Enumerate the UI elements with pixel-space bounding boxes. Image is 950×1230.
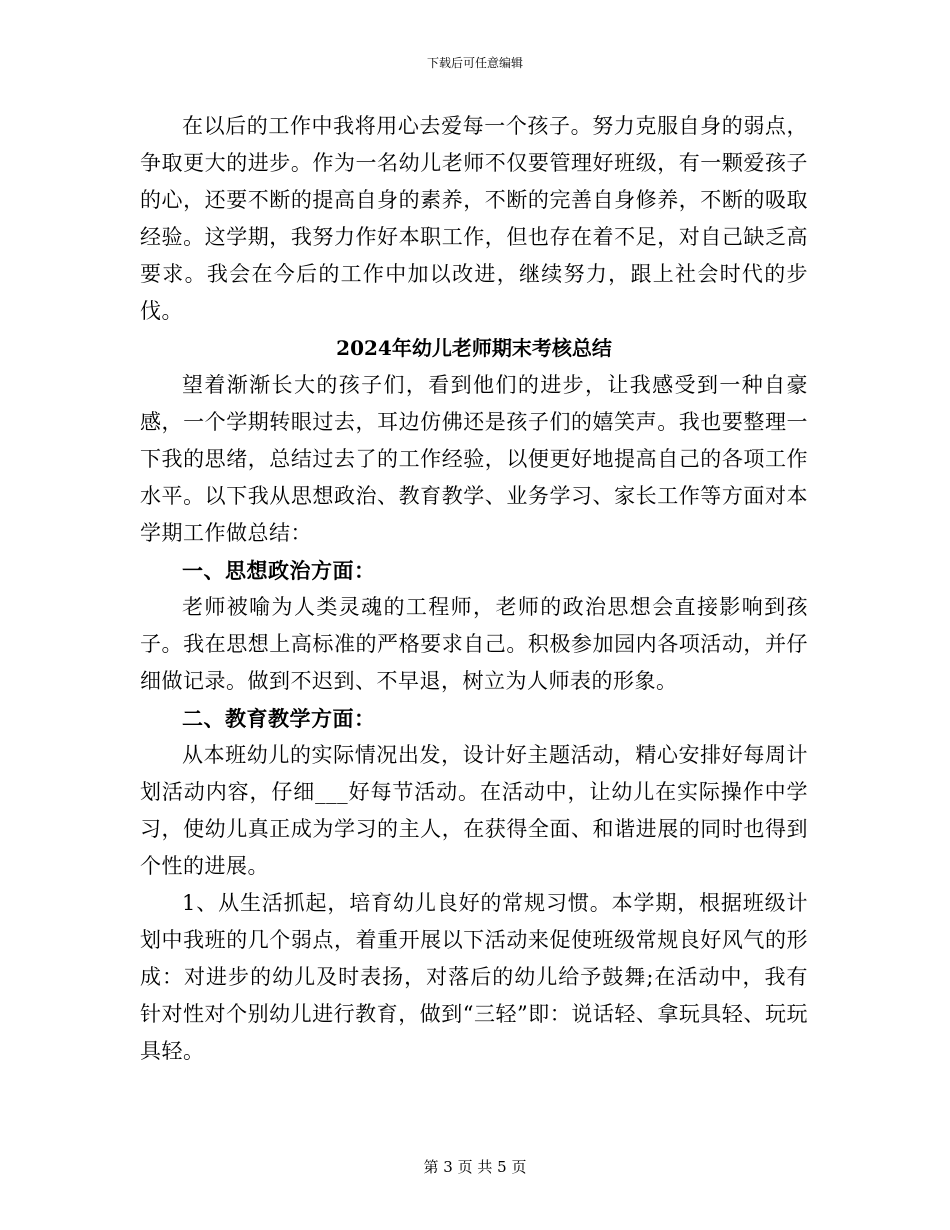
paragraph-politics: 老师被喻为人类灵魂的工程师，老师的政治思想会直接影响到孩子。我在思想上高标准的严格要求自己。积极参加园内各项活动，并仔细做记录。做到不迟到、不早退，树立为人师表的形象。 <box>140 595 808 693</box>
document-body <box>140 108 808 1070</box>
paragraph-habits: 1、从生活抓起，培育幼儿良好的常规习惯。本学期，根据班级计划中我班的几个弱点，着重开展以下活动来促使班级常规良好风气的形成：对进步的幼儿及时表扬，对落后的幼儿给予鼓舞;在活动中，我有针对性对个别幼儿进行教育，做到“三轻”即：说话轻、拿玩具轻、玩玩具轻。 <box>140 891 808 1063</box>
section-heading-politics: 一、思想政治方面： <box>182 558 376 583</box>
page-number: 第 3 页 共 5 页 <box>423 1158 527 1176</box>
header-note: 下载后可任意编辑 <box>426 56 523 70</box>
paragraph-teaching: 从本班幼儿的实际情况出发，设计好主题活动，精心安排好每周计划活动内容，仔细___好每节活动。在活动中，让幼儿在实际操作中学习，使幼儿真正成为学习的主人，在获得全面、和谐进展的同时也得到个性的进展。 <box>140 743 808 878</box>
document-title: 2024年幼儿老师期末考核总结 <box>336 336 612 360</box>
paragraph-closing: 在以后的工作中我将用心去爱每一个孩子。努力克服自身的弱点，争取更大的进步。作为一名幼儿老师不仅要管理好班级，有一颗爱孩子的心，还要不断的提高自身的素养，不断的完善自身修养，不断的吸取经验。这学期，我努力作好本职工作，但也存在着不足，对自己缺乏高要求。我会在今后的工作中加以改进，继续努力，跟上社会时代的步伐。 <box>140 114 808 323</box>
section-heading-teaching: 二、教育教学方面： <box>182 706 376 731</box>
paragraph-intro: 望着渐渐长大的孩子们，看到他们的进步，让我感受到一种自豪感，一个学期转眼过去，耳边仿佛还是孩子们的嬉笑声。我也要整理一下我的思绪，总结过去了的工作经验，以便更好地提高自己的各项工作水平。以下我从思想政治、教育教学、业务学习、家长工作等方面对本学期工作做总结： <box>140 373 808 545</box>
